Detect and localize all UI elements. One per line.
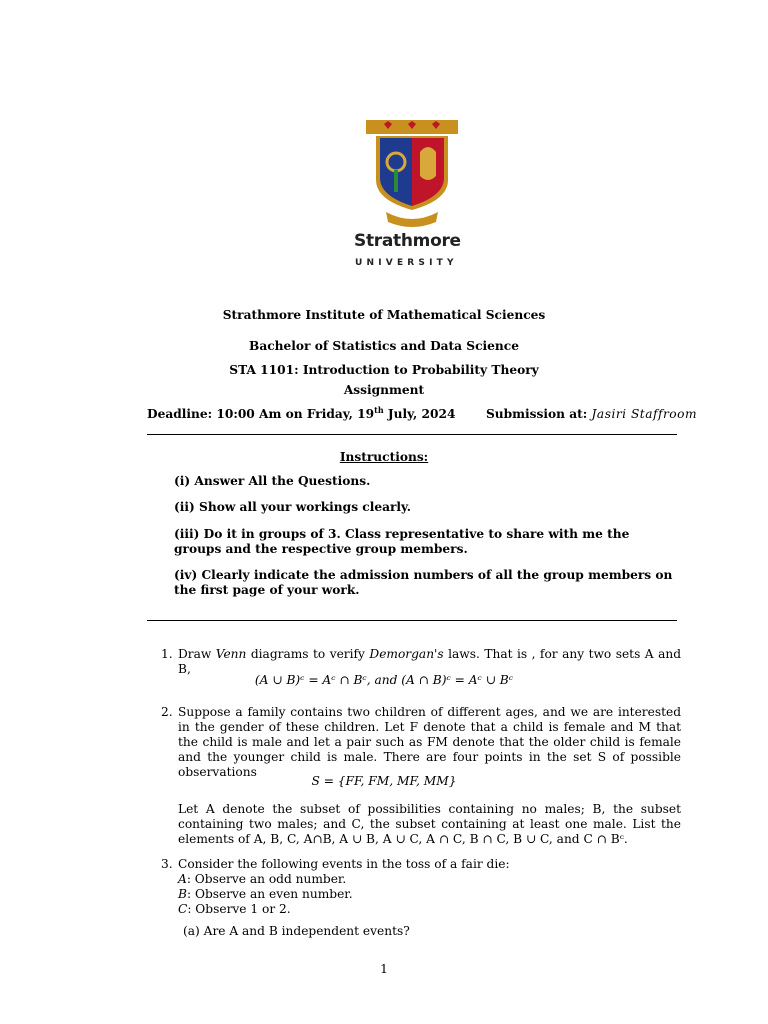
question-text [178,857,681,917]
q3-event-a-text: : Observe an odd number. [186,872,347,886]
q3-intro: Consider the following events in the toss of a fair die: [178,857,510,871]
instructions-title: Instructions: [339,450,429,464]
instruction-item: (iv) Clearly indicate the admission numbers of all the group members on the first page of your work. [174,568,673,597]
course-title: STA 1101: Introduction to Probability Theory [229,363,539,377]
program-name: Bachelor of Statistics and Data Science [249,339,519,353]
instruction-item: (iii) Do it in groups of 3. Class representative to share with me the groups and the respective group members. [174,527,630,556]
q3-event-b-text: : Observe an even number. [186,887,353,901]
q1-demorgan: Demorgan's [369,647,444,661]
instruction-item: (ii) Show all your workings clearly. [174,500,411,514]
instruction-item: (i) Answer All the Questions. [174,474,371,488]
question-text: Suppose a family contains two children of different ages, and we are interested in the gender of these children. Let F denote that a child is female and M that the child is male and let a pair such as FM denote that the older child is female and the younger child is male. There are four points in the set S of possible observations [178,705,681,779]
q1-text-mid: diagrams to verify [246,647,370,661]
question-number: 2. [161,705,173,719]
q1-text-pre: Draw [178,647,216,661]
question-number: 3. [161,857,173,871]
submission-value: Jasiri Staffroom [591,407,698,422]
q1-equation: (A ∪ B)ᶜ = Aᶜ ∩ Bᶜ, and (A ∩ B)ᶜ = Aᶜ ∪ Bᶜ [254,673,514,687]
q3-event-b: B: Observe an even number. [178,887,353,901]
deadline-label: Deadline: 10:00 Am on Friday, 19 [147,407,375,422]
top-divider [147,434,677,435]
deadline-rest: July, 2024 [383,407,456,422]
deadline-sup: th [374,405,384,415]
university-wordmark: Strathmore [354,231,461,251]
institute-name: Strathmore Institute of Mathematical Sciences [222,308,546,322]
deadline-line [147,403,707,422]
q3-event-c-text: : Observe 1 or 2. [187,902,291,916]
question-number: 1. [161,647,173,661]
q3-event-a: A: Observe an odd number. [178,872,347,886]
submission-label: Submission at: [485,407,588,422]
bottom-divider [147,620,677,621]
q1-text-post: laws. That is , for any two sets A and B, [178,647,682,676]
q3-event-c: C: Observe 1 or 2. [178,902,291,916]
document-type: Assignment [343,383,425,397]
q2-equation: S = {FF, FM, MF, MM} [311,774,457,788]
university-crest-logo [364,118,460,230]
question-text: Let A denote the subset of possibilities containing no males; B, the subset containing two males; and C, the subset containing at least one male. List the elements of A, B, C, A∩B, A ∪ B, A ∪ C, A ∩ C, B ∩ C, B ∪ C, and C ∩ Bᶜ. [178,802,681,846]
university-subtitle: UNIVERSITY [355,258,458,268]
q1-venn: Venn [215,647,247,661]
page-number: 1 [380,962,388,976]
question-subpart: (a) Are A and B independent events? [183,924,410,938]
